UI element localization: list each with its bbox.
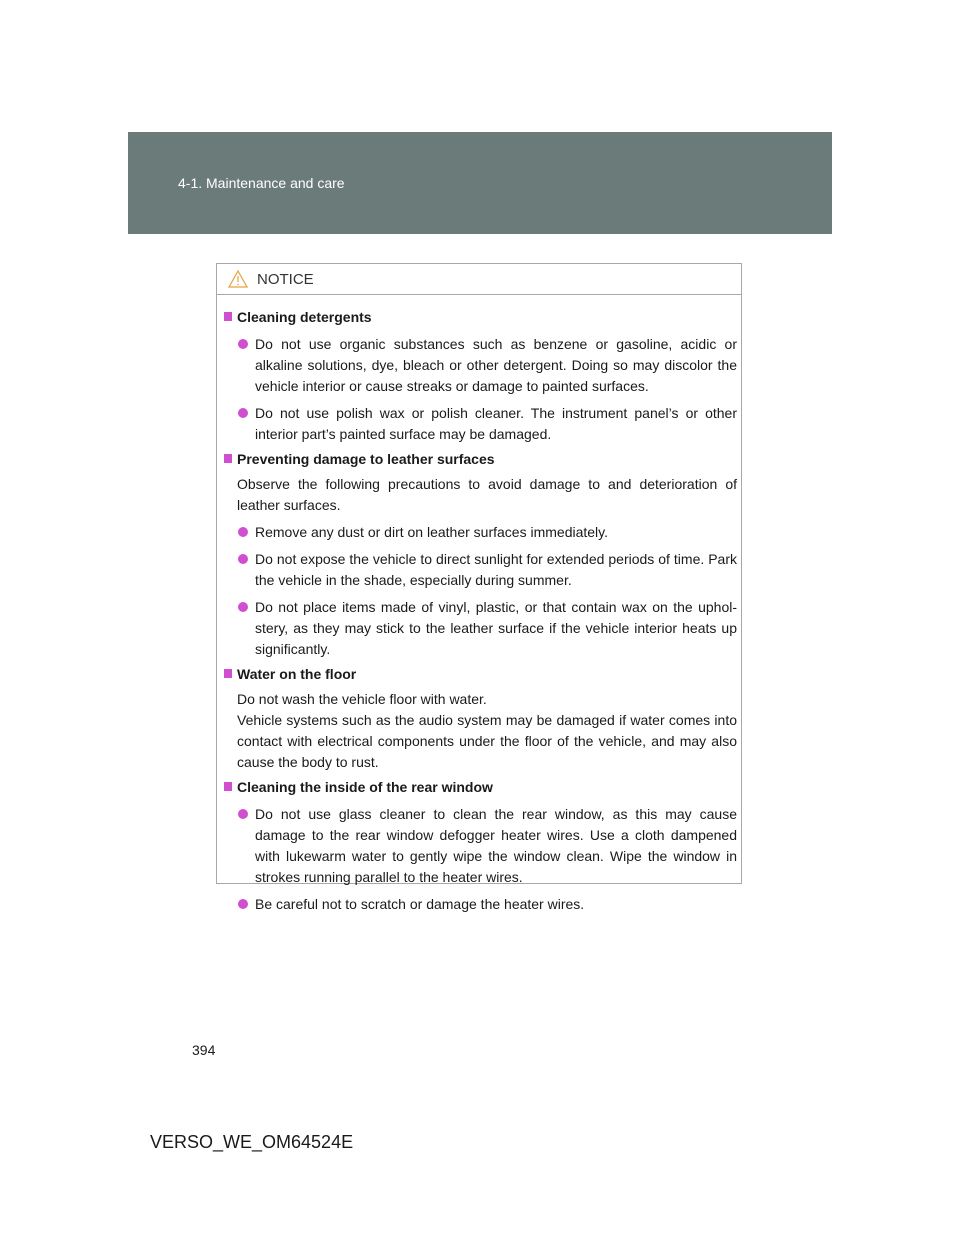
list-item: Do not use organic substances such as benzene or gasoline, acidic or alkaline solutions, dye, bleach or other detergent. Doing so may discolor the vehicle interior or cause streaks or damage to painted surfaces.	[223, 334, 737, 397]
section-title: 4-1. Maintenance and care	[178, 175, 345, 191]
document-code: VERSO_WE_OM64524E	[150, 1132, 354, 1152]
notice-body	[217, 295, 741, 915]
section-paragraph: Do not wash the vehicle floor with water.	[237, 691, 487, 707]
section-heading: Preventing damage to leather surfaces	[223, 449, 737, 470]
page-number: 394	[192, 1042, 216, 1058]
square-bullet-icon	[224, 669, 232, 678]
warning-triangle-icon	[228, 270, 248, 288]
list-item: Do not expose the vehicle to direct sunlight for extended periods of time. Park the vehicle in the shade, especially during summer.	[223, 549, 737, 591]
section-paragraph: Observe the following precautions to avoid damage to and deterioration of leather surfaces.	[237, 476, 737, 513]
dot-bullet-icon	[238, 602, 248, 612]
header-band	[128, 132, 832, 234]
dot-bullet-icon	[238, 554, 248, 564]
dot-bullet-icon	[238, 527, 248, 537]
section-heading: Cleaning the inside of the rear window	[223, 777, 737, 798]
square-bullet-icon	[224, 454, 232, 463]
notice-section	[223, 777, 737, 915]
notice-section	[223, 664, 737, 773]
section-heading: Water on the floor	[223, 664, 737, 685]
notice-title: NOTICE	[257, 271, 314, 288]
dot-bullet-icon	[238, 899, 248, 909]
notice-header	[217, 264, 741, 295]
notice-section	[223, 449, 737, 660]
dot-bullet-icon	[238, 408, 248, 418]
dot-bullet-icon	[238, 339, 248, 349]
list-item: Be careful not to scratch or damage the heater wires.	[223, 894, 737, 915]
list-item: Do not use polish wax or polish cleaner. The instrument panel’s or other interior part’s painted surface may be damaged.	[223, 403, 737, 445]
square-bullet-icon	[224, 312, 232, 321]
section-heading: Cleaning detergents	[223, 307, 737, 328]
list-item: Remove any dust or dirt on leather surfaces immediately.	[223, 522, 737, 543]
square-bullet-icon	[224, 782, 232, 791]
list-item: Do not place items made of vinyl, plastic, or that contain wax on the uphol-stery, as they may stick to the leather surface if the vehicle interior heats up significantly.	[223, 597, 737, 660]
notice-box	[216, 263, 742, 912]
list-item: Do not use glass cleaner to clean the rear window, as this may cause damage to the rear window defogger heater wires. Use a cloth dampened with lukewarm water to gently wipe the window clean. Wipe the window in strokes running parallel to the heater wires.	[223, 804, 737, 888]
dot-bullet-icon	[238, 809, 248, 819]
notice-section	[223, 307, 737, 445]
section-paragraph: Vehicle systems such as the audio system may be damaged if water comes into contact with electrical components under the floor of the vehicle, and may also cause the body to rust.	[237, 712, 737, 770]
